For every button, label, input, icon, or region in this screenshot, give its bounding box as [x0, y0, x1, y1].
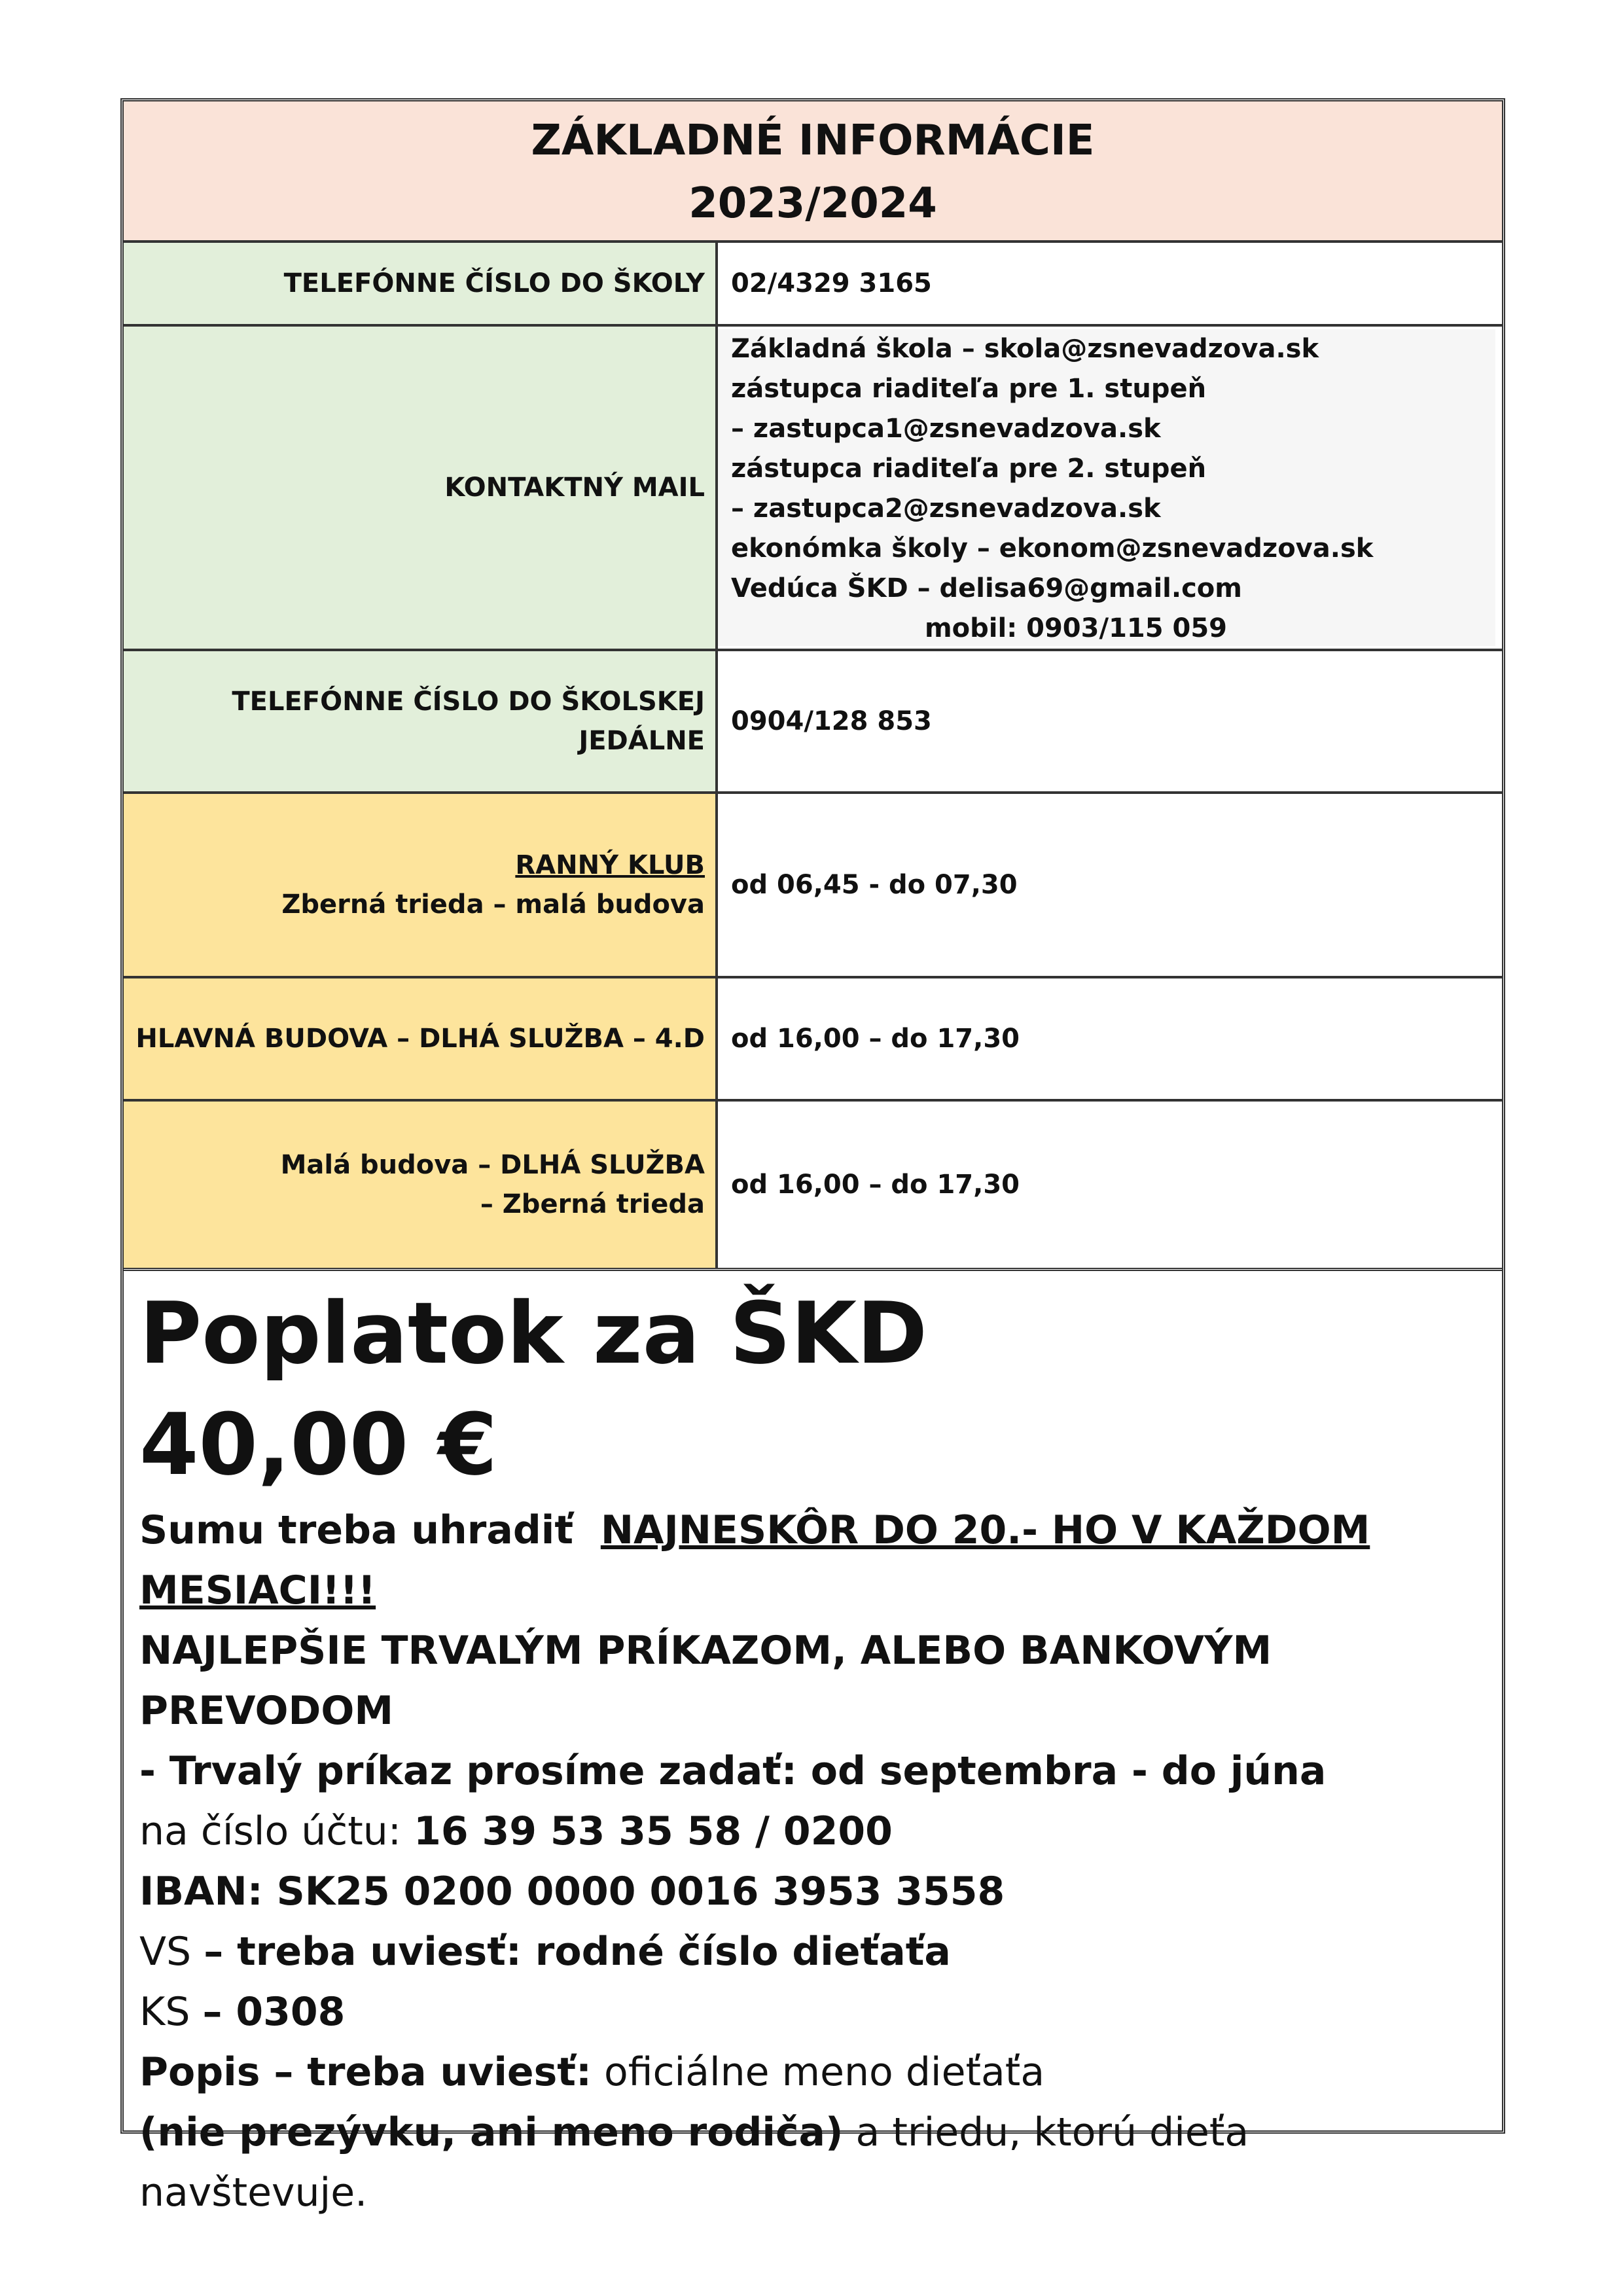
- fee-ks-text: – 0308: [202, 1989, 346, 2035]
- phone-canteen-label: TELEFÓNNE ČÍSLO DO ŠKOLSKEJ JEDÁLNE: [124, 651, 718, 791]
- fee-account-label: na číslo účtu:: [139, 1808, 402, 1854]
- main-building-label: HLAVNÁ BUDOVA – DLHÁ SLUŽBA – 4.D: [124, 978, 718, 1099]
- small-building-value: od 16,00 – do 17,30: [731, 1169, 1020, 1200]
- fee-desc-line: [139, 2042, 1486, 2102]
- fee-desc-label: Popis – treba uviesť:: [139, 2049, 592, 2095]
- fee-section: [124, 1271, 1502, 2215]
- row-phone-school: [124, 243, 1502, 327]
- fee-desc-text: oficiálne meno dieťaťa: [604, 2049, 1045, 2095]
- fee-deadline-line: [139, 1500, 1486, 1560]
- fee-standing-order: - Trvalý príkaz prosíme zadať: od septembra - do júna: [139, 1748, 1327, 1794]
- fee-deadline: NAJNESKÔR DO 20.- HO V KAŽDOM: [600, 1507, 1370, 1553]
- header-year: 2023/2024: [688, 179, 937, 228]
- mail-line: zástupca riaditeľa pre 2. stupeň: [731, 454, 1207, 484]
- fee-deadline-cont: MESIACI!!!: [139, 1568, 376, 1613]
- fee-note-rest: a triedu, ktorú dieťa navštevuje.: [139, 2109, 1249, 2215]
- row-phone-canteen: [124, 651, 1502, 794]
- fee-vs-line: [139, 1922, 1486, 1982]
- fee-vs-text: – treba uviesť: rodné číslo dieťaťa: [204, 1929, 951, 1975]
- morning-club-label: [124, 794, 718, 976]
- fee-amount: 40,00 €: [139, 1395, 497, 1494]
- fee-ks-label: KS: [139, 1989, 190, 2035]
- fee-pay-intro: Sumu treba uhradiť: [139, 1507, 574, 1553]
- contact-mail-value: [718, 329, 1495, 646]
- fee-note-line: [139, 2102, 1486, 2223]
- fee-note-bold: (nie prezývku, ani meno rodiča): [139, 2109, 844, 2155]
- morning-club-title: RANNÝ KLUB: [515, 850, 705, 880]
- mail-line: – zastupca2@zsnevadzova.sk: [731, 493, 1161, 524]
- fee-ks-line: [139, 1982, 1486, 2042]
- fee-method: NAJLEPŠIE TRVALÝM PRÍKAZOM, ALEBO BANKOVÝM PREVODOM: [139, 1628, 1272, 1734]
- mail-line: Vedúca ŠKD – delisa69@gmail.com: [731, 573, 1242, 603]
- fee-title: Poplatok za ŠKD: [139, 1283, 928, 1383]
- phone-school-value: 02/4329 3165: [731, 268, 932, 298]
- fee-account-number: 16 39 53 35 58 / 0200: [414, 1808, 893, 1854]
- fee-account-line: [139, 1801, 1486, 1861]
- row-main-building: [124, 978, 1502, 1102]
- phone-canteen-value: 0904/128 853: [731, 706, 932, 736]
- mail-line: ekonómka školy – ekonom@zsnevadzova.sk: [731, 533, 1374, 564]
- phone-school-label: TELEFÓNNE ČÍSLO DO ŠKOLY: [124, 243, 718, 324]
- row-morning-club: [124, 794, 1502, 978]
- mail-line-mobile: mobil: 0903/115 059: [925, 613, 1227, 643]
- mail-line: zástupca riaditeľa pre 1. stupeň: [731, 374, 1207, 404]
- mail-line: – zastupca1@zsnevadzova.sk: [731, 414, 1161, 444]
- morning-club-value: od 06,45 - do 07,30: [731, 869, 1018, 900]
- main-building-value: od 16,00 – do 17,30: [731, 1023, 1020, 1054]
- table-header: [124, 101, 1502, 243]
- small-building-label-line1: Malá budova – DLHÁ SLUŽBA: [280, 1150, 705, 1180]
- row-contact-mail: [124, 327, 1502, 651]
- morning-club-sub: Zberná trieda – malá budova: [281, 889, 705, 920]
- fee-iban: IBAN: SK25 0200 0000 0016 3953 3558: [139, 1869, 1005, 1914]
- small-building-label-line2: – Zberná trieda: [480, 1189, 705, 1219]
- info-table: [120, 98, 1505, 2215]
- contact-mail-label: KONTAKTNÝ MAIL: [124, 327, 718, 649]
- small-building-label: [124, 1102, 718, 1268]
- row-small-building: [124, 1102, 1502, 1271]
- header-title: ZÁKLADNÉ INFORMÁCIE: [531, 117, 1095, 165]
- fee-vs-label: VS: [139, 1929, 192, 1975]
- mail-line: Základná škola – skola@zsnevadzova.sk: [731, 334, 1319, 364]
